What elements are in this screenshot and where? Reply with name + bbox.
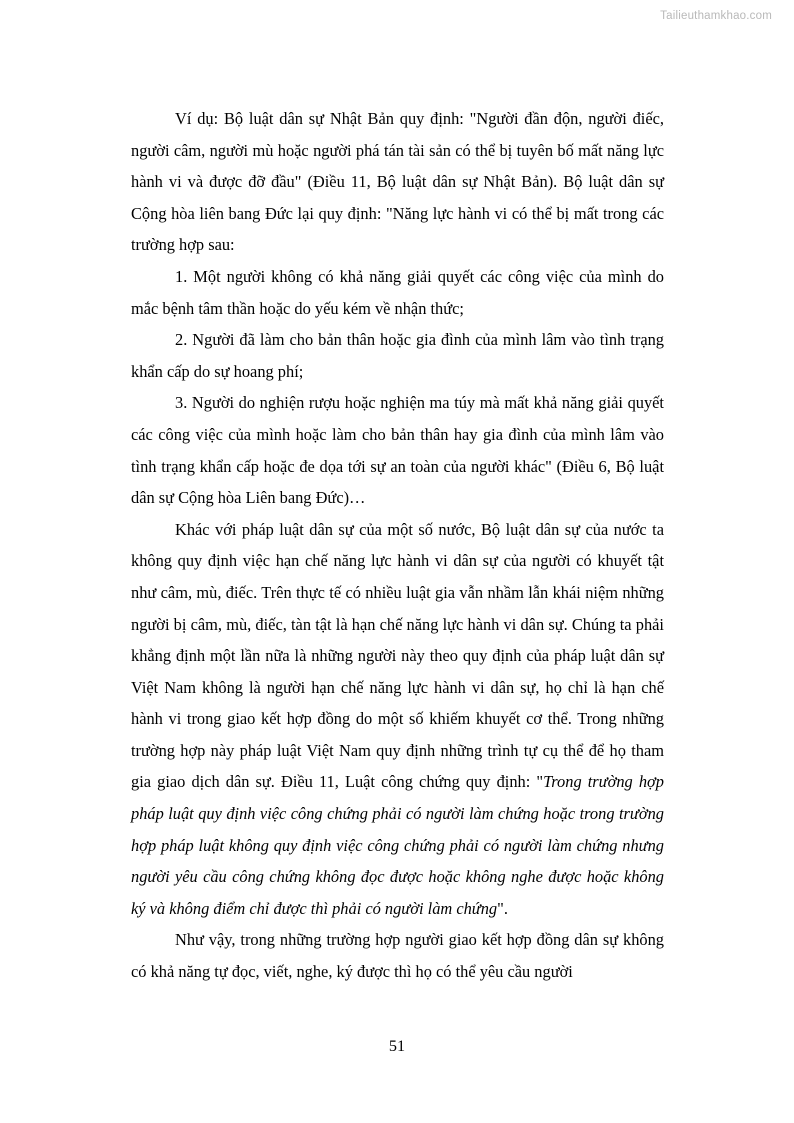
text-run: 3. Người do nghiện rượu hoặc nghiện ma túy mà mất khả năng giải quyết các công việc của mình hoặc làm cho bản thân hay gia đình của mình lâm vào tình trạng khẩn cấp hoặc đe dọa tới sự an toàn của người khác" (Điều 6, Bộ luật dân sự Cộng hòa Liên bang Đức)… xyxy=(131,393,664,508)
watermark-label: Tailieuthamkhao.com xyxy=(660,10,772,22)
page-number: 51 xyxy=(388,1037,406,1055)
paragraph xyxy=(131,324,664,387)
paragraph xyxy=(131,924,664,987)
document-body xyxy=(131,103,664,988)
text-run: Khác với pháp luật dân sự của một số nước, Bộ luật dân sự của nước ta không quy định việc hạn chế năng lực hành vi dân sự của người có khuyết tật như câm, mù, điếc. Trên thực tế có nhiều luật gia vẫn nhầm lẫn khái niệm những người bị câm, mù, điếc, tàn tật là hạn chế năng lực hành vi dân sự. Chúng ta phải khẳng định một lần nữa là những người này theo quy định của pháp luật dân sự Việt Nam không là người hạn chế năng lực hành vi dân sự, họ chỉ là hạn chế hành vi trong giao kết hợp đồng do một số khiếm khuyết cơ thể. Trong những trường hợp này pháp luật Việt Nam quy định những trình tự cụ thể để họ tham gia giao dịch dân sự. Điều 11, Luật công chứng quy định: " xyxy=(131,519,664,792)
text-run: Như vậy, trong những trường hợp người giao kết hợp đồng dân sự không có khả năng tự đọc, viết, nghe, ký được thì họ có thể yêu cầu người xyxy=(131,930,664,982)
text-run: Ví dụ: Bộ luật dân sự Nhật Bản quy định: "Người đần độn, người điếc, người câm, người mù hoặc người phá tán tài sản có thể bị tuyên bố mất năng lực hành vi và được đỡ đầu" (Điều 11, Bộ luật dân sự Nhật Bản). Bộ luật dân sự Cộng hòa liên bang Đức lại quy định: "Năng lực hành vi có thể bị mất trong các trường hợp sau: xyxy=(131,109,664,255)
text-run: 2. Người đã làm cho bản thân hoặc gia đình của mình lâm vào tình trạng khẩn cấp do sự hoang phí; xyxy=(131,330,664,381)
paragraph xyxy=(131,103,664,261)
paragraph xyxy=(131,387,664,513)
paragraph xyxy=(131,514,664,925)
text-run: 1. Một người không có khả năng giải quyết các công việc của mình do mắc bệnh tâm thần hoặc do yếu kém về nhận thức; xyxy=(131,266,664,318)
text-run: ". xyxy=(497,898,508,918)
text-run-italic: Trong trường hợp pháp luật quy định việc công chứng phải có người làm chứng hoặc trong trường hợp pháp luật không quy định việc công chứng phải có người làm chứng nhưng người yêu cầu công chứng không đọc được hoặc không nghe được hoặc không ký và không điểm chỉ được thì phải có người làm chứng xyxy=(131,772,664,918)
paragraph xyxy=(131,261,664,324)
